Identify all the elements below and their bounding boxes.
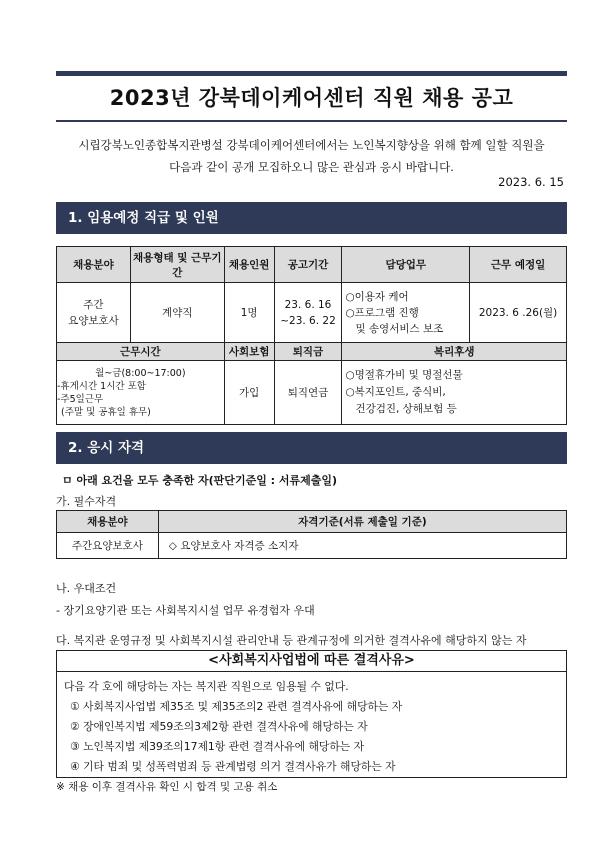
cell-insurance: 가입	[224, 361, 274, 425]
section-heading-qualifications: 2. 응시 자격	[56, 432, 567, 464]
cell-field: 주간 요양보호사	[57, 283, 131, 343]
subheading-disqualification: 다. 복지관 운영규정 및 사회복지시설 관리안내 등 관계규정에 의거한 결격사유에 해당하지 않는 자	[56, 634, 527, 647]
hours-1: 월~금(8:00~17:00)	[95, 367, 186, 379]
benefit-3: 건강검진, 상해보험 등	[355, 403, 457, 415]
header-period: 공고기간	[274, 247, 342, 283]
header-field: 채용분야	[57, 247, 131, 283]
page-title: 2023년 강북데이케어센터 직원 채용 공고	[109, 86, 514, 110]
cell-count: 1명	[224, 283, 274, 343]
qual-header-field: 채용분야	[57, 511, 159, 533]
period-end: ~23. 6. 22	[280, 314, 336, 327]
disqualification-item-1: ① 사회복지사업법 제35조 및 제35조의2 관련 결격사유에 해당하는 자	[70, 700, 403, 713]
title-top-rule	[56, 71, 567, 76]
cell-severance: 퇴직연금	[274, 361, 342, 425]
preferred-item: - 장기요양기관 또는 사회복지시설 업무 유경험자 우대	[56, 604, 315, 617]
subheading-preferred: 나. 우대조건	[56, 582, 117, 595]
cell-benefits	[342, 361, 567, 425]
cell-hours	[57, 361, 225, 425]
benefit-1: ○명절휴가비 및 명절선물	[345, 369, 463, 381]
disqualification-lead: 다음 각 호에 해당하는 자는 복지관 직원으로 임용될 수 없다.	[64, 680, 349, 693]
subheading-required: 가. 필수자격	[56, 495, 117, 508]
hours-2: -휴게시간 1시간 포함	[57, 380, 146, 392]
header-benefits: 복리후생	[342, 343, 567, 361]
intro-line-1: 시립강북노인종합복지관병설 강북데이케어센터에서는 노인복지향상을 위해 함께 일할 직원을	[78, 138, 545, 152]
disqualification-list	[64, 677, 402, 777]
benefit-2: ○복지포인트, 중식비,	[345, 386, 446, 398]
duty-2: ○프로그램 진행	[345, 306, 419, 319]
header-severance: 퇴직금	[274, 343, 342, 361]
header-hours: 근무시간	[57, 343, 225, 361]
cell-period	[274, 283, 342, 343]
hours-3: -주5일근무	[57, 393, 104, 405]
disqualification-item-3: ③ 노인복지법 제39조의17제1항 관련 결격사유에 해당하는 자	[70, 740, 365, 753]
section-heading-positions: 1. 임용예정 직급 및 인원	[56, 202, 567, 234]
positions-table	[56, 246, 567, 425]
cell-type: 계약직	[130, 283, 224, 343]
announcement-date: 2023. 6. 15	[498, 175, 564, 189]
period-start: 23. 6. 16	[284, 298, 332, 311]
title-bottom-rule	[56, 120, 567, 122]
duty-3: 및 송영서비스 보조	[355, 322, 444, 335]
requirement-statement: ㅁ 아래 요건을 모두 충족한 자(판단기준일 : 서류제출일)	[62, 474, 338, 487]
header-type: 채용형태 및 근무기간	[130, 247, 224, 283]
qual-header-criteria: 자격기준(서류 제출일 기준)	[158, 511, 566, 533]
cell-start: 2023. 6 .26(월)	[470, 283, 567, 343]
intro-line-2: 다음과 같이 공개 모집하오니 많은 관심과 응시 바랍니다.	[169, 160, 454, 174]
duty-1: ○이용자 케어	[345, 290, 409, 303]
intro-paragraph	[56, 134, 567, 178]
footnote: ※ 채용 이후 결격사유 확인 시 합격 및 고용 취소	[56, 781, 278, 793]
header-duty: 담당업무	[342, 247, 470, 283]
disqualification-item-4: ④ 기타 범죄 및 성폭력범죄 등 관계법령 의거 결격사유가 해당하는 자	[70, 760, 396, 773]
cell-duty	[342, 283, 470, 343]
header-start: 근무 예정일	[470, 247, 567, 283]
header-count: 채용인원	[224, 247, 274, 283]
disqualification-item-2: ② 장애인복지법 제59조의3제2항 관련 결격사유에 해당하는 자	[70, 720, 368, 733]
header-insurance: 사회보험	[224, 343, 274, 361]
qualification-table	[56, 510, 567, 559]
hours-4: (주말 및 공휴일 휴무)	[61, 406, 151, 418]
disqualification-title: <사회복지사업법에 따른 결격사유>	[56, 650, 567, 672]
qual-cell-criteria: ◇ 요양보호사 자격증 소지자	[158, 533, 566, 559]
qual-cell-field: 주간요양보호사	[57, 533, 159, 559]
